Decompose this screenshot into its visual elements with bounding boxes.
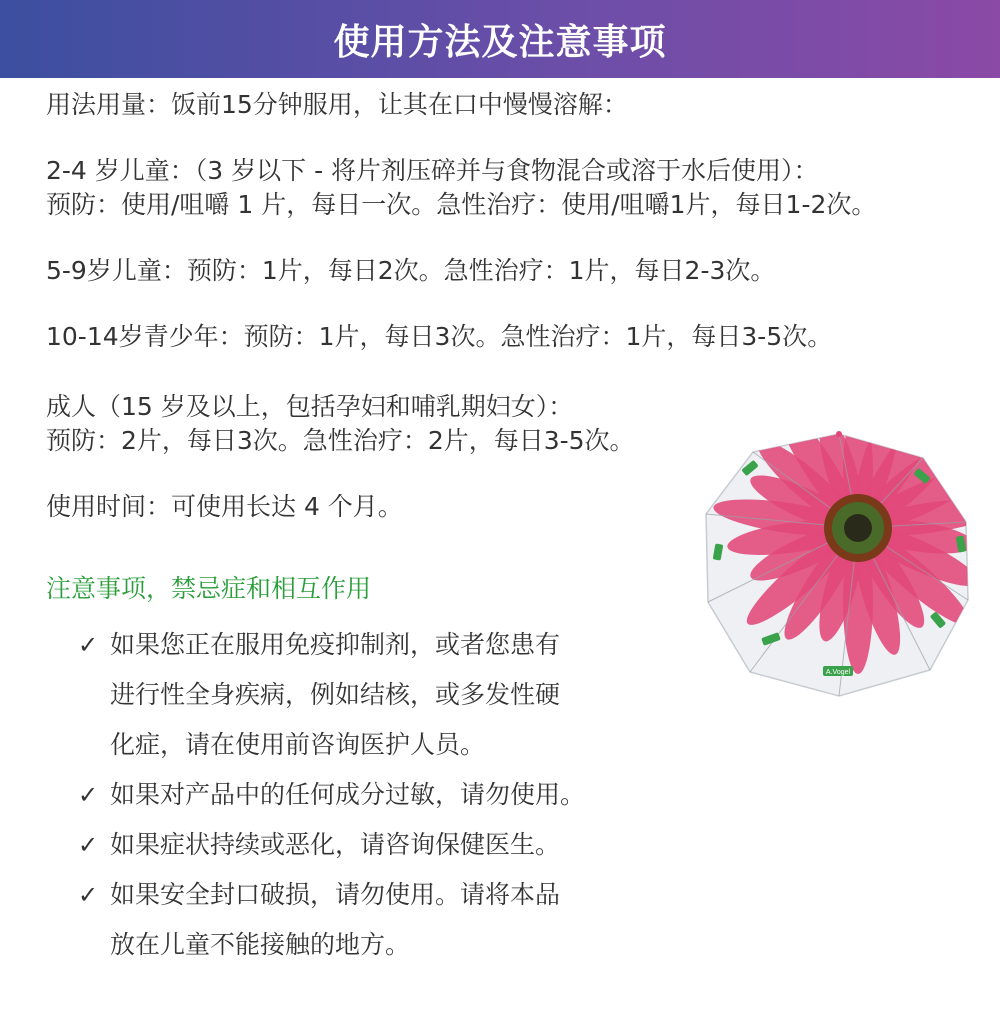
child-5-9-text: 5-9岁儿童：预防：1片，每日2次。急性治疗：1片，每日2-3次。 <box>46 256 776 285</box>
check-icon: ✓ <box>78 881 99 909</box>
warnings-heading: 注意事项，禁忌症和相互作用 <box>46 574 372 603</box>
warning-line: 如果症状持续或恶化，请咨询保健医生。 <box>110 830 561 859</box>
child-2-4-text <box>46 154 976 222</box>
adult-line: 预防：2片，每日3次。急性治疗：2片，每日3-5次。 <box>46 426 635 455</box>
list-item <box>78 870 658 970</box>
page-title: 使用方法及注意事项 <box>333 21 667 63</box>
warning-line: 化症，请在使用前咨询医护人员。 <box>110 730 486 759</box>
duration-text: 使用时间：可使用长达 4 个月。 <box>46 492 403 521</box>
warning-line: 如果安全封口破损，请勿使用。请将本品 <box>110 880 561 909</box>
warning-line: 进行性全身疾病，例如结核，或多发性硬 <box>110 680 561 709</box>
list-item <box>78 820 658 870</box>
list-item <box>78 620 658 770</box>
warnings-list <box>78 620 658 970</box>
check-icon: ✓ <box>78 781 99 809</box>
teen-10-14-text: 10-14岁青少年：预防：1片，每日3次。急性治疗：1片，每日3-5次。 <box>46 322 833 351</box>
child-2-4-line: 2-4 岁儿童：（3 岁以下 - 将片剂压碎并与食物混合或溶于水后使用）： <box>46 156 819 185</box>
adult-line: 成人（15 岁及以上，包括孕妇和哺乳期妇女）： <box>46 392 574 421</box>
child-2-4-line: 预防：使用/咀嚼 1 片，每日一次。急性治疗：使用/咀嚼1片，每日1-2次。 <box>46 190 877 219</box>
dosage-text: 用法用量：饭前15分钟服用，让其在口中慢慢溶解： <box>46 90 628 119</box>
page-header <box>0 0 1000 78</box>
warning-line: 如果对产品中的任何成分过敏，请勿使用。 <box>110 780 586 809</box>
check-icon: ✓ <box>78 631 99 659</box>
warning-line: 如果您正在服用免疫抑制剂，或者您患有 <box>110 630 561 659</box>
check-icon: ✓ <box>78 831 99 859</box>
list-item <box>78 770 658 820</box>
brand-label: A.Vogel <box>825 669 851 676</box>
warning-line: 放在儿童不能接触的地方。 <box>110 930 411 959</box>
flower-umbrella-image <box>698 430 980 700</box>
